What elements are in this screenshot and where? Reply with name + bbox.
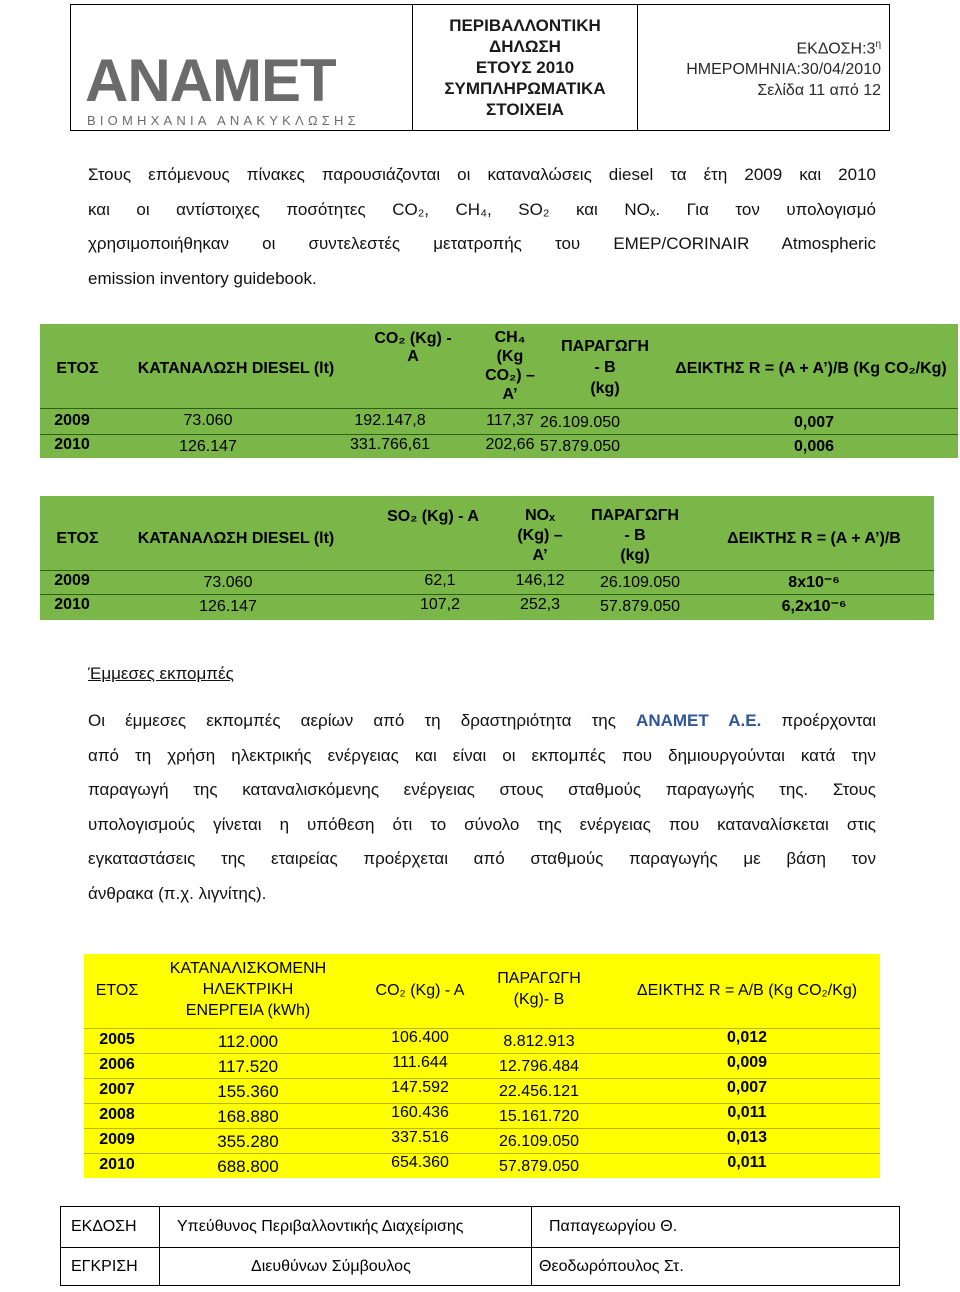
cell-index: 6,2x10⁻⁶ bbox=[781, 598, 847, 615]
col-header-year: ΕΤΟΣ bbox=[95, 982, 139, 999]
anamet-logo bbox=[83, 49, 403, 129]
table-row bbox=[84, 1153, 880, 1178]
footer-label-issue: ΕΚΔΟΣΗ bbox=[71, 1218, 137, 1235]
col-header-index: ΔΕΙΚΤΗΣ R = (A + A’)/B (Kg CO₂/Kg) bbox=[675, 360, 947, 377]
footer-role-approval: Διευθύνων Σύμβουλος bbox=[251, 1258, 411, 1275]
title-line-4: ΣΥΜΠΛΗΡΩΜΑΤΙΚΑ bbox=[444, 79, 606, 98]
logo-word: ANAMET bbox=[85, 49, 336, 114]
footer-person-issue: Παπαγεωργίου Θ. bbox=[549, 1218, 678, 1235]
cell-co2: 147.592 bbox=[391, 1079, 449, 1096]
footer-role-issue: Υπεύθυνος Περιβαλλοντικής Διαχείρισης bbox=[177, 1218, 464, 1235]
section-title-indirect: Έμμεσες εκπομπές bbox=[88, 664, 234, 683]
col-header-consumption: ΚΑΤΑΝΑΛΩΣΗ DIESEL (lt) bbox=[137, 530, 335, 547]
cell-year: 2005 bbox=[99, 1031, 135, 1048]
table-row bbox=[84, 1103, 880, 1128]
cell-co2: 111.644 bbox=[392, 1054, 448, 1071]
col-header-index: ΔΕΙΚΤΗΣ R = A/B (Kg CO₂/Kg) bbox=[636, 982, 858, 999]
table-row bbox=[40, 570, 934, 594]
cell-co2: 654.360 bbox=[391, 1154, 449, 1171]
col-header-production: ΠΑΡΑΓΩΓΗ - B (kg) bbox=[561, 338, 649, 397]
logo-tagline: ΒΙΟΜΗΧΑΝΙΑ ΑΝΑΚΥΚΛΩΣΗΣ bbox=[87, 113, 360, 128]
indirect-line: παραγωγή της καταναλισκόμενης ενέργειας στους σταθμούς παραγωγής της. Στους bbox=[88, 780, 876, 799]
cell-index: 0,011 bbox=[727, 1104, 767, 1121]
document-title bbox=[413, 5, 638, 130]
cell-nox: 252,3 bbox=[519, 596, 561, 613]
cell-index: 0,012 bbox=[726, 1029, 768, 1046]
cell-index: 0,009 bbox=[726, 1054, 768, 1071]
date-label: ΗΜΕΡΟΜΗΝΙΑ:30/04/2010 bbox=[686, 61, 881, 79]
cell-year: 2010 bbox=[54, 596, 90, 613]
col-header-nox: NOₓ (Kg) – A’ bbox=[517, 507, 563, 564]
cell-so2: 107,2 bbox=[419, 596, 461, 613]
cell-co2: 106.400 bbox=[391, 1029, 449, 1046]
cell-co2: 331.766,61 bbox=[349, 436, 431, 453]
diesel-so2-nox-table bbox=[40, 496, 934, 620]
table-row bbox=[84, 1028, 880, 1053]
col-header-energy: ΚΑΤΑΝΑΛΙΣΚΟΜΕΝΗ ΗΛΕΚΤΡΙΚΗ ΕΝΕΡΓΕΙΑ (kWh) bbox=[169, 960, 327, 1019]
edition-label: $EK\Delta O\Sigma H:3^\eta$ bbox=[796, 38, 881, 58]
col-header-index: ΔΕΙΚΤΗΣ R = (A + A’)/B bbox=[727, 530, 901, 547]
cell-year: 2008 bbox=[99, 1106, 135, 1123]
cell-production: 26.109.050 bbox=[498, 1133, 580, 1150]
cell-consumption: 73.060 bbox=[203, 574, 253, 591]
cell-nox: 146,12 bbox=[515, 572, 565, 589]
cell-index: 0,013 bbox=[726, 1129, 768, 1146]
page-label: Σελίδα 11 από 12 bbox=[757, 82, 881, 100]
company-name: ΑΝΑΜΕΤ Α.Ε. bbox=[636, 711, 762, 730]
cell-year: 2009 bbox=[54, 572, 90, 589]
cell-energy: 112.000 bbox=[217, 1032, 279, 1051]
cell-year: 2010 bbox=[54, 436, 90, 453]
table-row bbox=[84, 1053, 880, 1078]
title-line-1: ΠΕΡΙΒΑΛΛΟΝΤΙΚΗ bbox=[449, 16, 601, 35]
cell-year: 2007 bbox=[99, 1081, 135, 1098]
cell-production: 57.879.050 bbox=[599, 598, 681, 615]
footer-person-approval: Θεοδωρόπουλος Στ. bbox=[539, 1258, 684, 1275]
document-header bbox=[70, 4, 890, 131]
cell-index: 0,007 bbox=[726, 1079, 768, 1096]
indirect-line: υπολογισμούς γίνεται η υπόθεση ότι το σύνολο της ενέργειας που καταναλίσκεται στις bbox=[88, 814, 876, 834]
cell-year: 2009 bbox=[99, 1131, 135, 1148]
indirect-line: εγκαταστάσεις της εταιρείας προέρχεται από σταθμούς παραγωγής με βάση τον bbox=[88, 849, 876, 868]
cell-consumption: 126.147 bbox=[179, 438, 237, 455]
col-header-year: ΕΤΟΣ bbox=[56, 360, 99, 377]
intro-line: και οι αντίστοιχες ποσότητες CO₂, CH₄, SO₂ και NOₓ. Για τον υπολογισμό bbox=[88, 199, 876, 219]
cell-production: 22.456.121 bbox=[498, 1083, 580, 1100]
table-row bbox=[40, 594, 934, 618]
cell-consumption: 73.060 bbox=[183, 412, 233, 429]
col-header-consumption: ΚΑΤΑΝΑΛΩΣΗ DIESEL (lt) bbox=[137, 360, 335, 377]
cell-co2: 160.436 bbox=[391, 1104, 449, 1121]
cell-year: 2006 bbox=[99, 1056, 135, 1073]
table-row bbox=[40, 410, 958, 434]
col-header-co2: CO₂ (Kg) - A bbox=[375, 982, 465, 999]
cell-so2: 62,1 bbox=[424, 572, 456, 589]
col-header-production: ΠΑΡΑΓΩΓΗ - B (kg) bbox=[591, 507, 679, 564]
electricity-table bbox=[84, 954, 880, 1178]
cell-year: 2010 bbox=[99, 1156, 135, 1173]
cell-production: 26.109.050 bbox=[599, 574, 681, 591]
cell-production: 57.879.050 bbox=[539, 438, 621, 455]
cell-production: 15.161.720 bbox=[498, 1108, 580, 1125]
footer-row-approval bbox=[61, 1247, 899, 1287]
cell-production: 8.812.913 bbox=[503, 1033, 575, 1050]
col-header-year: ΕΤΟΣ bbox=[56, 530, 99, 547]
cell-production: 57.879.050 bbox=[498, 1158, 580, 1175]
cell-index: 0,011 bbox=[727, 1154, 767, 1171]
cell-energy: 168.880 bbox=[217, 1107, 279, 1126]
cell-energy: 155.360 bbox=[217, 1082, 279, 1101]
table-row bbox=[84, 1078, 880, 1103]
indirect-line: άνθρακα (π.χ. λιγνίτης). bbox=[88, 883, 267, 903]
cell-index: 0,006 bbox=[793, 438, 835, 455]
footer-row-issue bbox=[61, 1207, 899, 1247]
diesel-co2-table bbox=[40, 324, 958, 458]
title-line-3: ΕΤΟΥΣ 2010 bbox=[475, 58, 575, 77]
cell-ch4: 202,66 bbox=[485, 436, 535, 453]
footer-label-approval: ΕΓΚΡΙΣΗ bbox=[71, 1258, 138, 1275]
cell-energy: 355.280 bbox=[217, 1132, 279, 1151]
intro-line: Στους επόμενους πίνακες παρουσιάζονται οι καταναλώσεις diesel τα έτη 2009 και 2010 bbox=[88, 165, 876, 184]
cell-ch4: 117,37 bbox=[486, 412, 534, 429]
title-line-5: ΣΤΟΙΧΕΙΑ bbox=[486, 100, 564, 119]
cell-index: 8x10⁻⁶ bbox=[788, 574, 840, 591]
cell-energy: 688.800 bbox=[217, 1157, 279, 1176]
indirect-line: από τη χρήση ηλεκτρικής ενέργειας και είναι οι εκπομπές που δημιουργούνται κατά την bbox=[88, 745, 876, 765]
cell-production: 26.109.050 bbox=[539, 414, 621, 431]
indirect-paragraph bbox=[88, 704, 876, 911]
table-row bbox=[84, 1128, 880, 1153]
intro-line: emission inventory guidebook. bbox=[88, 268, 317, 288]
cell-production: 12.796.484 bbox=[498, 1058, 580, 1075]
col-header-production: ΠΑΡΑΓΩΓΗ (Kg)- B bbox=[497, 970, 581, 1008]
cell-index: 0,007 bbox=[793, 414, 835, 431]
col-header-so2: SO₂ (Kg) - A bbox=[387, 508, 479, 525]
intro-paragraph bbox=[88, 158, 876, 296]
title-line-2: ΔΗΛΩΣΗ bbox=[489, 37, 561, 56]
cell-co2: 337.516 bbox=[391, 1129, 449, 1146]
indirect-line: Οι έμμεσες εκπομπές αερίων από τη δραστηριότητα της ΑΝΑΜΕΤ Α.Ε. προέρχονται bbox=[88, 711, 876, 730]
col-header-ch4: CH₄ (Kg CO₂) – A’ bbox=[485, 329, 535, 403]
cell-year: 2009 bbox=[54, 412, 90, 429]
cell-consumption: 126.147 bbox=[199, 598, 257, 615]
cell-energy: 117.520 bbox=[217, 1057, 279, 1076]
approval-footer bbox=[60, 1206, 900, 1286]
cell-co2: 192.147,8 bbox=[354, 412, 426, 429]
intro-line: χρησιμοποιήθηκαν οι συντελεστές μετατροπής του EMEP/CORINAIR Atmospheric bbox=[88, 234, 876, 253]
document-meta bbox=[638, 5, 889, 130]
col-header-co2: CO₂ (Kg) - A bbox=[374, 330, 452, 365]
logo-cell bbox=[71, 5, 413, 130]
table-row bbox=[40, 434, 958, 458]
